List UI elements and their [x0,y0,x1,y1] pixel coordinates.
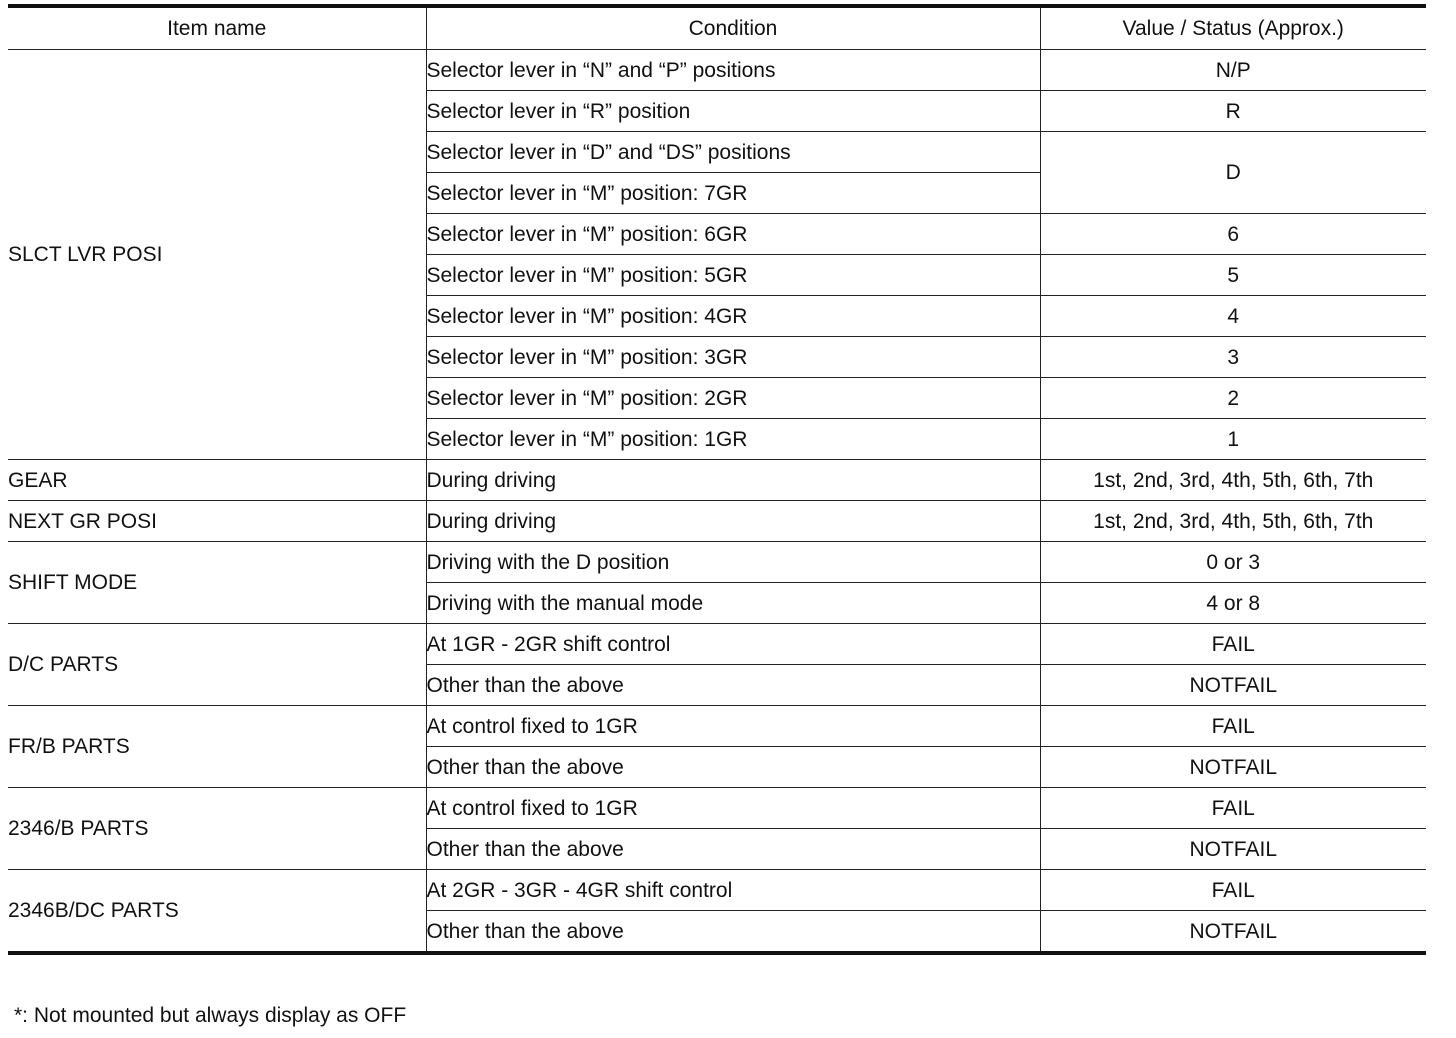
value-cell: 0 or 3 [1040,542,1426,583]
condition-cell: Selector lever in “M” position: 5GR [426,255,1040,296]
value-cell: 2 [1040,378,1426,419]
value-cell: 1st, 2nd, 3rd, 4th, 5th, 6th, 7th [1040,501,1426,542]
table-header-row [8,6,1426,50]
condition-cell: During driving [426,460,1040,501]
header-condition: Condition [426,6,1040,50]
value-cell: NOTFAIL [1040,911,1426,954]
condition-cell: Selector lever in “M” position: 3GR [426,337,1040,378]
condition-cell: Selector lever in “D” and “DS” positions [426,132,1040,173]
value-cell: 3 [1040,337,1426,378]
item-name-cell: D/C PARTS [8,624,426,706]
condition-cell: Other than the above [426,911,1040,954]
value-cell: 6 [1040,214,1426,255]
condition-cell: Selector lever in “M” position: 7GR [426,173,1040,214]
value-cell: FAIL [1040,706,1426,747]
header-item-name: Item name [8,6,426,50]
spec-table [8,4,1426,955]
value-cell: FAIL [1040,624,1426,665]
table-row [8,870,1426,911]
condition-cell: Other than the above [426,747,1040,788]
value-cell: 5 [1040,255,1426,296]
value-cell: NOTFAIL [1040,829,1426,870]
item-name-cell: FR/B PARTS [8,706,426,788]
item-name-cell: 2346/B PARTS [8,788,426,870]
condition-cell: At 2GR - 3GR - 4GR shift control [426,870,1040,911]
condition-cell: Selector lever in “N” and “P” positions [426,50,1040,91]
value-cell: NOTFAIL [1040,747,1426,788]
item-name-cell: NEXT GR POSI [8,501,426,542]
table-row [8,501,1426,542]
condition-cell: Driving with the D position [426,542,1040,583]
condition-cell: At control fixed to 1GR [426,706,1040,747]
footnote: *: Not mounted but always display as OFF [14,1004,407,1027]
value-cell: 4 [1040,296,1426,337]
item-name-cell: SLCT LVR POSI [8,50,426,460]
value-cell: FAIL [1040,788,1426,829]
condition-cell: Other than the above [426,665,1040,706]
condition-cell: Selector lever in “M” position: 4GR [426,296,1040,337]
item-name-cell: SHIFT MODE [8,542,426,624]
header-value-status: Value / Status (Approx.) [1040,6,1426,50]
table-row [8,788,1426,829]
condition-cell: At control fixed to 1GR [426,788,1040,829]
table-row [8,706,1426,747]
value-cell: FAIL [1040,870,1426,911]
value-cell: 1st, 2nd, 3rd, 4th, 5th, 6th, 7th [1040,460,1426,501]
condition-cell: Driving with the manual mode [426,583,1040,624]
value-cell: D [1040,132,1426,214]
value-cell: 4 or 8 [1040,583,1426,624]
item-name-cell: GEAR [8,460,426,501]
table-row [8,50,1426,91]
table-row [8,460,1426,501]
condition-cell: Selector lever in “R” position [426,91,1040,132]
value-cell: NOTFAIL [1040,665,1426,706]
condition-cell: Selector lever in “M” position: 1GR [426,419,1040,460]
table-row [8,542,1426,583]
condition-cell: Selector lever in “M” position: 2GR [426,378,1040,419]
value-cell: 1 [1040,419,1426,460]
condition-cell: Other than the above [426,829,1040,870]
value-cell: R [1040,91,1426,132]
item-name-cell: 2346B/DC PARTS [8,870,426,954]
condition-cell: At 1GR - 2GR shift control [426,624,1040,665]
table-row [8,624,1426,665]
condition-cell: During driving [426,501,1040,542]
condition-cell: Selector lever in “M” position: 6GR [426,214,1040,255]
value-cell: N/P [1040,50,1426,91]
